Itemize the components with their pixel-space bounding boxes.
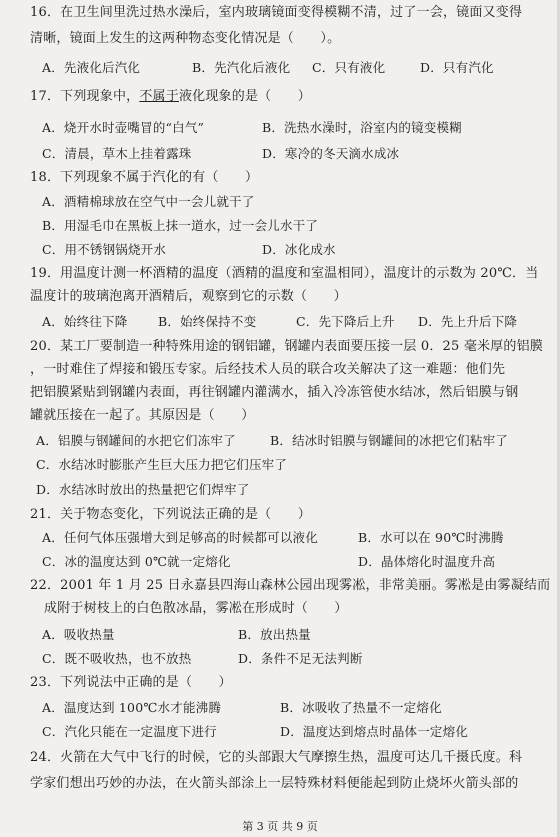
option-18-d: D．冰化成水 (262, 242, 336, 257)
option-21-a: A．任何气体压强增大到足够高的时候都可以液化 (42, 530, 318, 545)
question-19-line-2: 温度计的玻璃泡离开酒精后，观察到它的示数（ ） (30, 289, 347, 304)
option-17-d: D．寒冷的冬天滴水成冰 (262, 146, 400, 161)
option-16-d: D．只有汽化 (420, 60, 494, 75)
option-23-a: A．温度达到 100℃水才能沸腾 (42, 700, 222, 715)
option-20-c: C．水结冰时膨胀产生巨大压力把它们压牢了 (36, 457, 288, 472)
question-20-line-4: 罐就压接在一起了。其原因是（ ） (30, 408, 255, 423)
option-19-b: B．始终保持不变 (158, 314, 257, 329)
option-17-a: A．烧开水时壶嘴冒的“白气” (42, 120, 205, 135)
question-22-line-1: 22．2001 年 1 月 25 日永嘉县四海山森林公园出现雾凇，非常美丽。雾凇是由雾凝结而 (30, 578, 551, 593)
option-21-d: D．晶体熔化时温度升高 (358, 554, 496, 569)
option-17-b: B．洗热水澡时，浴室内的镜变模糊 (262, 120, 462, 135)
option-18-b: B．用湿毛巾在黑板上抹一道水，过一会儿水干了 (42, 218, 319, 233)
option-23-c: C．汽化只能在一定温度下进行 (42, 724, 217, 739)
question-17-stem-underlined: 不属于 (139, 89, 179, 104)
option-19-c: C．先下降后上升 (296, 314, 395, 329)
option-19-a: A．始终往下降 (42, 314, 128, 329)
question-17-stem-pre: 17．下列现象中， (30, 89, 140, 104)
question-20-line-1: 20．某工厂要制造一种特殊用途的钢铝罐，钢罐内表面要压接一层 0．25 毫米厚的铝膜 (30, 339, 544, 354)
question-22-line-2: 成附于树枝上的白色散冰晶，雾凇在形成时（ ） (44, 601, 348, 616)
question-16-line-2: 清晰，镜面上发生的这两种物态变化情况是（ ）。 (30, 31, 341, 46)
option-18-c: C．用不锈钢锅烧开水 (42, 242, 167, 257)
question-17-stem-post: 液化现象的是（ ） (178, 89, 311, 104)
question-21-stem: 21．关于物态变化，下列说法正确的是（ ） (30, 507, 311, 522)
option-17-c: C．清晨，草木上挂着露珠 (42, 146, 192, 161)
option-19-d: D．先上升后下降 (418, 314, 518, 329)
option-21-c: C．冰的温度达到 0℃就一定熔化 (42, 554, 231, 569)
page-footer: 第 3 页 共 9 页 (242, 820, 318, 833)
option-16-c: C．只有液化 (312, 60, 386, 75)
option-22-a: A．吸收热量 (42, 627, 115, 642)
option-22-c: C．既不吸收热，也不放热 (42, 651, 192, 666)
option-20-d: D．水结冰时放出的热量把它们焊牢了 (36, 482, 250, 497)
question-24-line-2: 学家们想出巧妙的办法，在火箭头部涂上一层特殊材料便能起到防止烧坏火箭头部的 (30, 776, 519, 791)
question-16-line-1: 16．在卫生间里洗过热水澡后，室内玻璃镜面变得模糊不清，过了一会，镜面又变得 (30, 5, 523, 20)
option-20-b: B．结冰时铝膜与钢罐间的冰把它们粘牢了 (270, 433, 508, 448)
question-17-stem (30, 89, 311, 105)
question-20-line-3: 把铝膜紧贴到钢罐内表面，再往钢罐内灌满水，插入冷冻管使水结冰，然后铝膜与钢 (30, 385, 519, 400)
option-21-b: B．水可以在 90℃时沸腾 (358, 530, 504, 545)
option-18-a: A．酒精棉球放在空气中一会儿就干了 (42, 194, 255, 209)
question-24-line-1: 24．火箭在大气中飞行的时候，它的头部跟大气摩擦生热，温度可达几千摄氏度。科 (30, 750, 523, 765)
option-23-b: B．冰吸收了热量不一定熔化 (280, 700, 442, 715)
option-20-a: A．铝膜与钢罐间的水把它们冻牢了 (36, 433, 236, 448)
question-19-line-1: 19．用温度计测一杯酒精的温度（酒精的温度和室温相同），温度计的示数为 20℃．当 (30, 266, 539, 281)
question-23-stem: 23．下列说法中正确的是（ ） (30, 675, 232, 690)
option-22-d: D．条件不足无法判断 (238, 651, 363, 666)
option-22-b: B．放出热量 (238, 627, 311, 642)
option-23-d: D．温度达到熔点时晶体一定熔化 (280, 724, 469, 739)
option-16-b: B．先汽化后液化 (192, 60, 291, 75)
question-18-stem: 18．下列现象不属于汽化的有（ ） (30, 170, 259, 185)
option-16-a: A．先液化后汽化 (42, 60, 141, 75)
question-20-line-2: ，一时难住了焊接和锻压专家。后经技术人员的联合攻关解决了这一难题：他们先 (30, 362, 506, 377)
